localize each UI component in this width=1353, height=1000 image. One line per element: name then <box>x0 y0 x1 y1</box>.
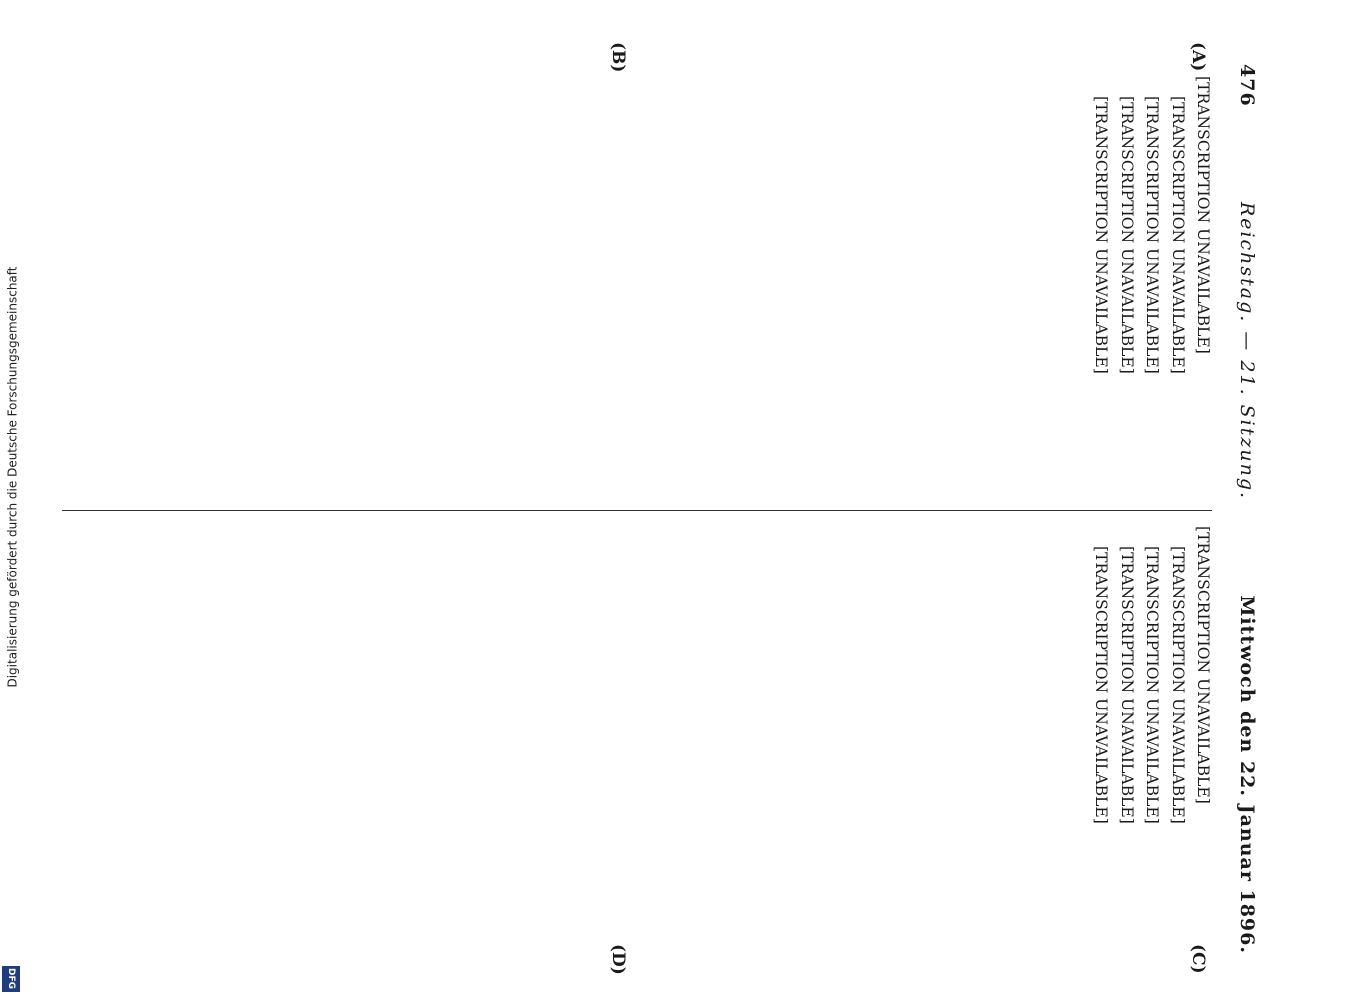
session-date: Mittwoch den 22. Januar 1896. <box>1236 595 1258 954</box>
right-paragraph: [TRANSCRIPTION UNAVAILABLE] <box>1092 546 1111 824</box>
rotated-page <box>28 34 1268 984</box>
right-paragraph: [TRANSCRIPTION UNAVAILABLE] <box>1117 546 1136 824</box>
credit-text: Digitalisierung gefördert durch die Deutsche Forschungsgemeinschaft <box>5 266 20 688</box>
right-paragraph: [TRANSCRIPTION UNAVAILABLE] <box>1194 526 1212 804</box>
margin-marker-d: (D) <box>608 944 628 975</box>
dfg-logo-label: DFG <box>6 968 16 990</box>
left-column <box>62 76 1212 506</box>
page-number: 476 <box>1236 64 1258 107</box>
right-column <box>62 526 1212 956</box>
margin-marker-a: (A) <box>1188 42 1208 72</box>
running-header <box>1234 64 1260 954</box>
right-paragraph: [TRANSCRIPTION UNAVAILABLE] <box>1143 546 1162 824</box>
right-paragraph: [TRANSCRIPTION UNAVAILABLE] <box>1168 546 1187 824</box>
left-paragraph: [TRANSCRIPTION UNAVAILABLE] <box>1194 76 1212 354</box>
column-divider <box>62 510 1212 511</box>
left-paragraph: [TRANSCRIPTION UNAVAILABLE] <box>1143 96 1162 374</box>
margin-marker-c: (C) <box>1188 944 1208 974</box>
left-paragraph: [TRANSCRIPTION UNAVAILABLE] <box>1117 96 1136 374</box>
session-title: Reichstag. — 21. Sitzung. <box>1236 201 1258 501</box>
dfg-logo-icon <box>2 966 20 992</box>
margin-marker-b: (B) <box>608 42 628 73</box>
left-paragraph: [TRANSCRIPTION UNAVAILABLE] <box>1168 96 1187 374</box>
left-paragraph: [TRANSCRIPTION UNAVAILABLE] <box>1092 96 1111 374</box>
credit-strip <box>0 0 24 1000</box>
